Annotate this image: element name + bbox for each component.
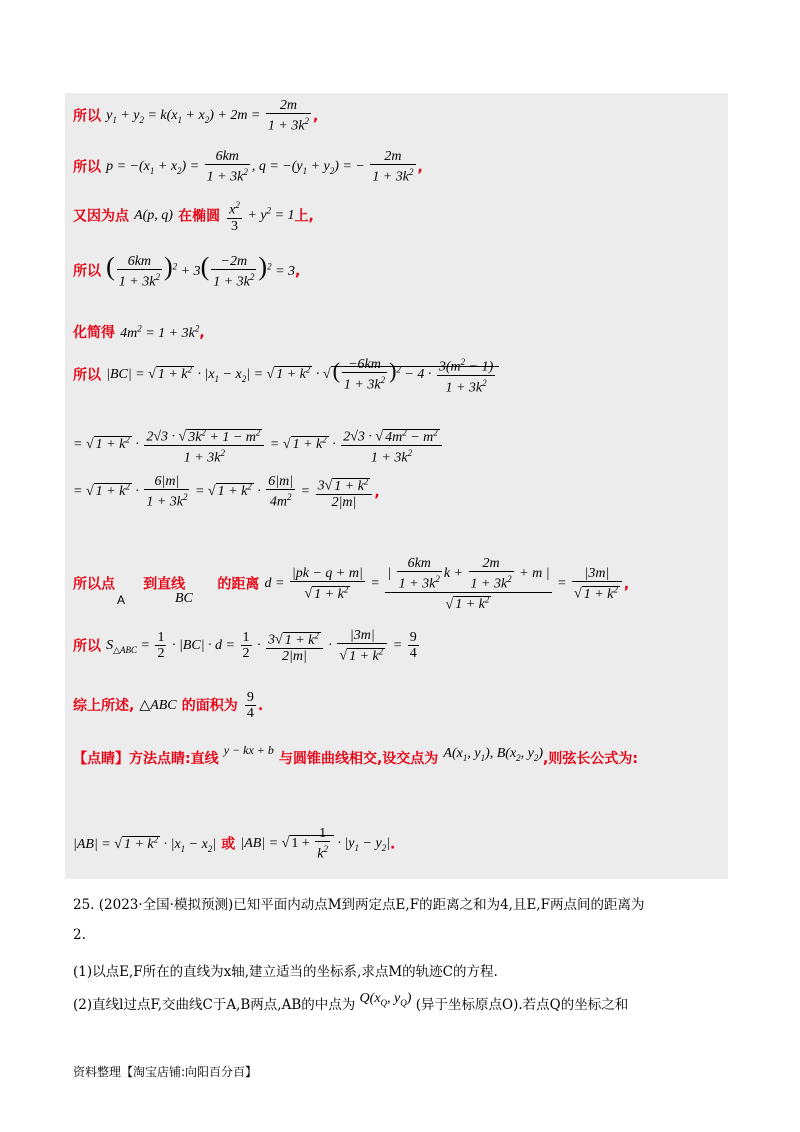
point-a-label: A: [117, 593, 126, 607]
eq-ellipse: 又因为点 A(p, q) 在椭圆 $\frac{x^2}{3}$ + $y^2 = 1$上,: [73, 200, 314, 234]
question-line-1: 25. (2023·全国·模拟预测)已知平面内动点M到两定点E,F的距离之和为4,且E,F两点间的距离为: [73, 897, 645, 913]
eq-distance: 所以点 到直线 的距离 d = $\frac{|pk - q + m|}{√ 1 + k^2}$ = | $\frac{6km}{1 + 3k^2}$ k + $\frac{2m}{1 + 3k^2}$ + m | √ $1 + k^2$ = $\frac{|3m|}{√ 1 + k^2}$ ,: [73, 556, 630, 613]
question-line-2: 2.: [73, 927, 86, 943]
question-part-2: (2)直线l过点F,交曲线C于A,B两点,AB的中点为 $Q(x_Q$, $y_Q$) (异于坐标原点O).若点Q的坐标之和: [73, 991, 629, 1013]
eq-sum-y: 所以 $y_1 + y_2 = k(x_1 + x_2) + 2m$ = $\frac{2m}{1 + 3k^2}$ ,: [73, 98, 319, 134]
dianjing-line: 【点睛】方法点睛:直线 $^{y - kx + b}$ 与圆锥曲线相交,设交点为 $A(x_1$, $y_1$), $B(x_2$, $y_2$),则弦长公式为:: [73, 743, 638, 767]
eq-simplify: 化简得 $4m^2 = 1 + 3k^2$,: [73, 323, 205, 341]
eq-bc-step3: = √ $1 + k^2$ · $\frac{6|m|}{1 + 3k^2}$ = √ $1 + k^2$ · $\frac{6|m|}{4m^2}$ = $\frac{3√ 1 + k^2}{2|m|}$ ,: [73, 474, 380, 510]
question-part-1: (1)以点E,F所在的直线为x轴,建立适当的坐标系,求点M的轨迹C的方程.: [73, 964, 498, 980]
eq-bc-length: 所以 |BC| = √ $1 + k^2 \cdot |x_1 - x_2|$ = √ $1 + k^2$ · √( $\frac{-6km}{1 + 3k^2}$ )$^2$ − 4 · $\frac{3(m^2 - 1)}{1 + 3k^2}$: [73, 355, 499, 395]
eq-area: 所以 $S_{\triangle ABC}$ = $\frac{1}{2}$ · |BC| · d = $\frac{1}{2}$ · $\frac{3√ 1 + k^2}{2|m|}$ · $\frac{|3m|}{√ 1 + k^2}$ = $\frac{9}{4}$: [73, 628, 417, 664]
eq-conclusion: 综上所述, △ABC 的面积为 $\frac{9}{4}$ .: [73, 690, 264, 721]
chord-formula: |AB| = √ $1 + k^2 \cdot |x_1 - x_2|$ 或 |AB| = √ 1 + $\frac{1}{k^2}$ · $|y_1 - y_2|$.: [73, 826, 396, 862]
footer-text: 资料整理【淘宝店铺:向阳百分百】: [73, 1065, 258, 1079]
line-bc-label: BC: [175, 591, 193, 606]
eq-bc-step2: = √ $1 + k^2$ · $\frac{2√3 \cdot √ 3k^2 + 1 - m^2}{1 + 3k^2}$ = √ $1 + k^2$ · $\frac{2√3 \cdot √ 4m^2 - m^2}{1 + 3k^2}$: [73, 425, 444, 465]
eq-substitute: 所以 ( $\frac{6km}{1 + 3k^2}$ )$^2$ + 3( $\frac{-2m}{1 + 3k^2}$ )$^2$ = 3,: [73, 252, 301, 290]
eq-p-q: 所以 $p = -(x_1 + x_2)$ = $\frac{6km}{1 + 3k^2}$ , $q = -(y_1 + y_2)$ = − $\frac{2m}{1 + 3k^2}$ ,: [73, 149, 423, 185]
